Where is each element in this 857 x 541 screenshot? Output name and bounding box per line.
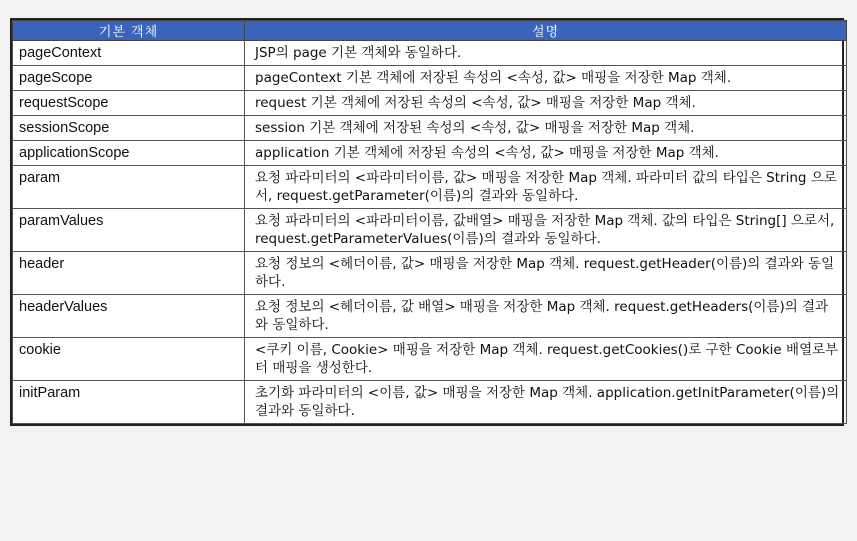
object-name: header [13, 252, 245, 295]
implicit-objects-table [12, 20, 847, 424]
object-description: 요청 파라미터의 <파라미터이름, 값배열> 매핑을 저장한 Map 객체. 값의 타입은 String[] 으로서, request.getParameterValues(이름)의 결과와 동일하다. [245, 209, 847, 252]
object-name: initParam [13, 381, 245, 424]
table-row [13, 252, 847, 295]
object-name: paramValues [13, 209, 245, 252]
object-name: requestScope [13, 91, 245, 116]
header-name-column: 기본 객체 [13, 21, 245, 41]
object-name: applicationScope [13, 141, 245, 166]
table-border [10, 18, 844, 426]
object-description: pageContext 기본 객체에 저장된 속성의 <속성, 값> 매핑을 저장한 Map 객체. [245, 66, 847, 91]
table-row [13, 209, 847, 252]
table-row [13, 381, 847, 424]
table-row [13, 338, 847, 381]
table-row [13, 91, 847, 116]
table-row [13, 141, 847, 166]
table-row [13, 66, 847, 91]
table-header-row [13, 21, 847, 41]
object-description: 요청 정보의 <헤더이름, 값 배열> 매핑을 저장한 Map 객체. request.getHeaders(이름)의 결과와 동일하다. [245, 295, 847, 338]
table-row [13, 41, 847, 66]
object-name: pageContext [13, 41, 245, 66]
header-desc-column: 설명 [245, 21, 847, 41]
object-name: sessionScope [13, 116, 245, 141]
object-description: 요청 정보의 <헤더이름, 값> 매핑을 저장한 Map 객체. request.getHeader(이름)의 결과와 동일하다. [245, 252, 847, 295]
object-description: session 기본 객체에 저장된 속성의 <속성, 값> 매핑을 저장한 Map 객체. [245, 116, 847, 141]
object-description: JSP의 page 기본 객체와 동일하다. [245, 41, 847, 66]
object-description: 초기화 파라미터의 <이름, 값> 매핑을 저장한 Map 객체. application.getInitParameter(이름)의 결과와 동일하다. [245, 381, 847, 424]
object-description: request 기본 객체에 저장된 속성의 <속성, 값> 매핑을 저장한 Map 객체. [245, 91, 847, 116]
object-description: 요청 파라미터의 <파라미터이름, 값> 매핑을 저장한 Map 객체. 파라미터 값의 타입은 String 으로서, request.getParameter(이름)의 결과와 동일하다. [245, 166, 847, 209]
reference-table-container [10, 18, 844, 426]
table-row [13, 295, 847, 338]
object-description: application 기본 객체에 저장된 속성의 <속성, 값> 매핑을 저장한 Map 객체. [245, 141, 847, 166]
object-name: param [13, 166, 245, 209]
object-name: headerValues [13, 295, 245, 338]
table-row [13, 116, 847, 141]
object-description: <쿠키 이름, Cookie> 매핑을 저장한 Map 객체. request.getCookies()로 구한 Cookie 배열로부터 매핑을 생성한다. [245, 338, 847, 381]
object-name: cookie [13, 338, 245, 381]
object-name: pageScope [13, 66, 245, 91]
table-row [13, 166, 847, 209]
